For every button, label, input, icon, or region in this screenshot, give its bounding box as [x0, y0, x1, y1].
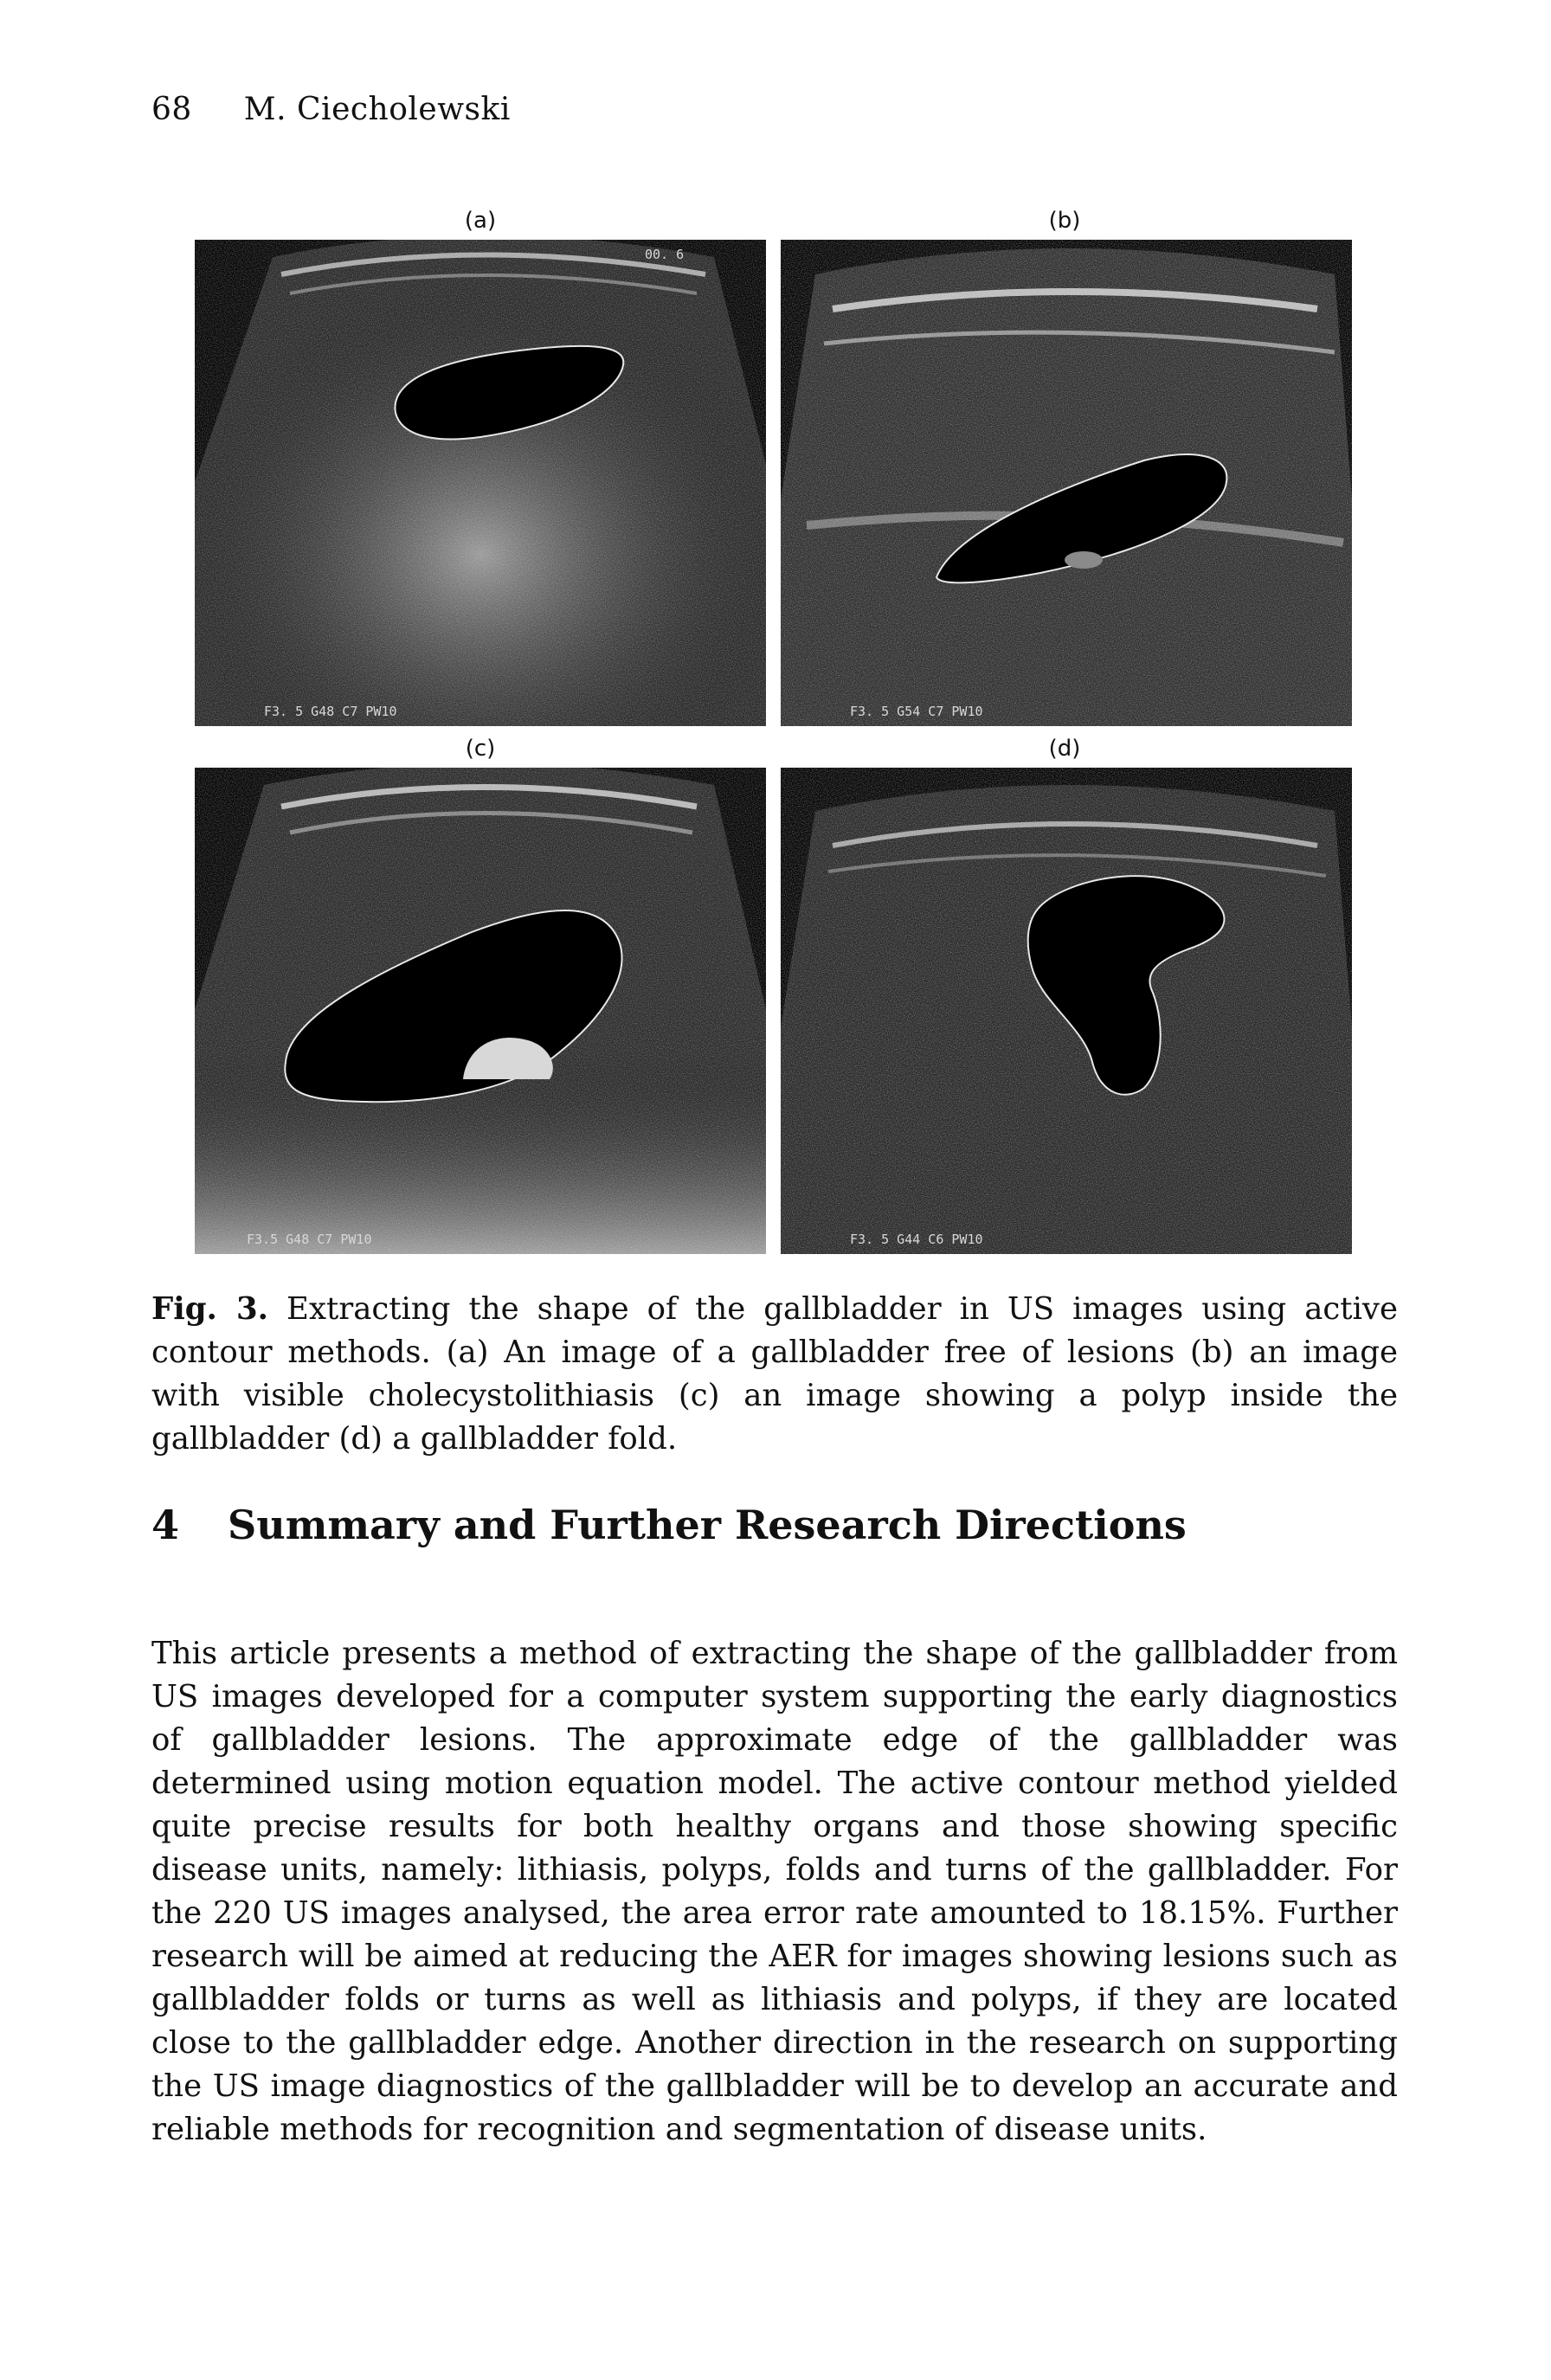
overlay-bottom-b: F3. 5 G54 C7 PW10 — [850, 704, 983, 719]
section-heading — [151, 1502, 1187, 1548]
ultrasound-image-c — [195, 768, 766, 1254]
overlay-bottom-c: F3.5 G48 C7 PW10 — [247, 1232, 372, 1247]
panel-label-c: (c) — [465, 736, 496, 762]
running-head-author: M. Ciecholewski — [243, 92, 511, 127]
panel-label-b: (b) — [1048, 208, 1081, 234]
section-number: 4 — [151, 1502, 180, 1548]
figure-caption — [151, 1288, 1398, 1461]
body-paragraph: This article presents a method of extracting the shape of the gallbladder from US images developed for a computer system supporting the early diagnostics of gallbladder lesions. The approximate edge of the gallbladder was determined using motion equation model. The active contour method yielded quite precise results for both healthy organs and those showing specific disease units, namely: lithiasis, polyps, folds and turns of the gallbladder. For the 220 US images analysed, the area error rate amounted to 18.15%. Further research will be aimed at reducing the AER for images showing lesions such as gallbladder folds or turns as well as lithiasis and polyps, if they are located close to the gallbladder edge. Another direction in the research on supporting the US image diagnostics of the gallbladder will be to develop an accurate and reliable methods for recognition and segmentation of disease units. — [151, 1635, 1398, 2147]
overlay-bottom-d: F3. 5 G44 C6 PW10 — [850, 1232, 983, 1247]
figure-caption-text: Extracting the shape of the gallbladder in US images using active contour methods. (a) An image of a gallbladder free of lesions (b) an image with visible cholecystolithiasis (c) an image showing a polyp inside the gallbladder (d) a gallbladder fold. — [151, 1291, 1398, 1457]
section-title: Summary and Further Research Directions — [228, 1502, 1187, 1548]
running-header — [151, 92, 511, 127]
panel-label-a: (a) — [464, 208, 497, 234]
figure-caption-label: Fig. 3. — [151, 1291, 269, 1327]
ultrasound-image-d — [781, 768, 1352, 1254]
overlay-top-a: 00. 6 — [645, 247, 685, 262]
figure-3 — [195, 208, 1350, 1264]
overlay-bottom-a: F3. 5 G48 C7 PW10 — [264, 704, 397, 719]
ultrasound-image-a — [195, 240, 766, 726]
ultrasound-image-b — [781, 240, 1352, 726]
panel-label-d: (d) — [1048, 736, 1081, 762]
page-number: 68 — [151, 92, 192, 127]
